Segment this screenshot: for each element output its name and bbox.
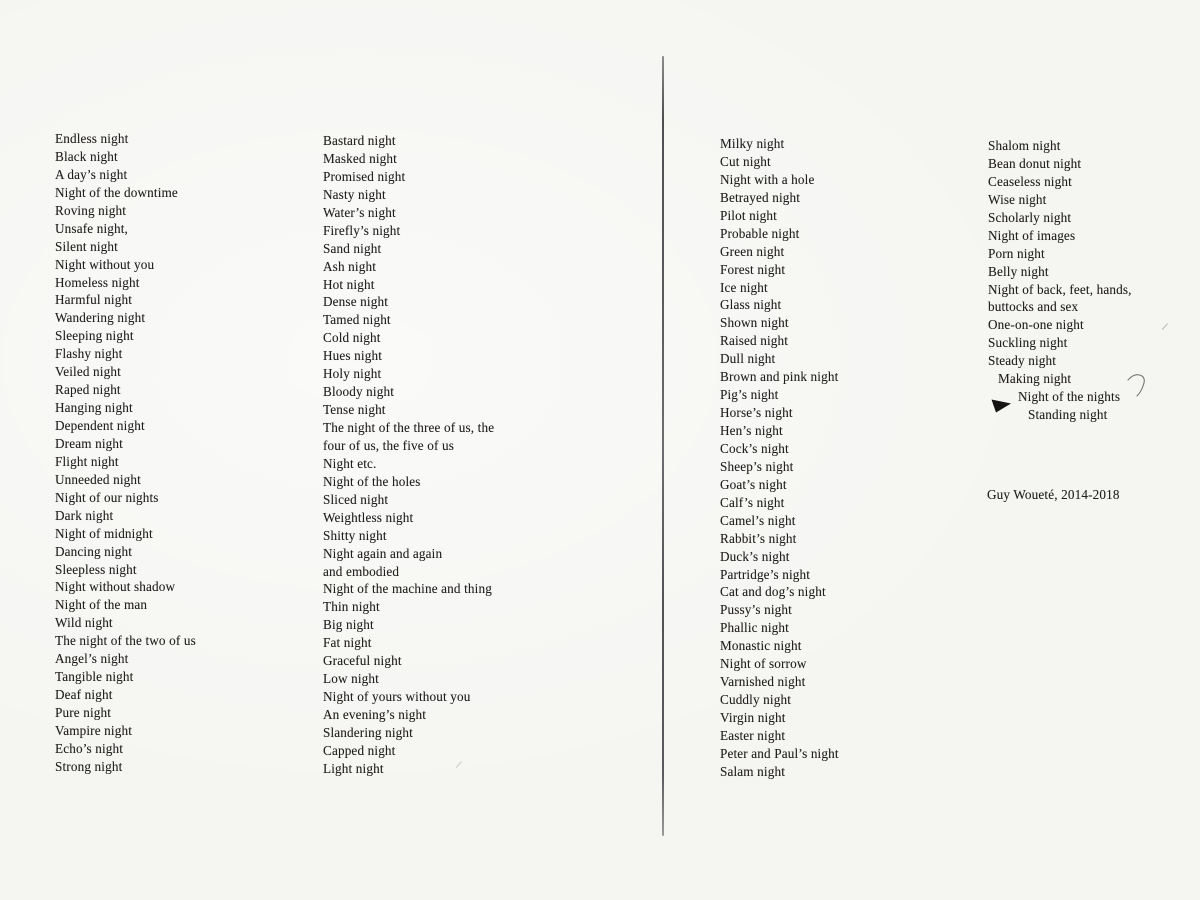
poem-line: Thin night — [323, 599, 380, 615]
poem-line: Dark night — [55, 507, 114, 523]
pen-squiggle-mark — [1126, 371, 1154, 401]
poem-line: buttocks and sex — [988, 299, 1079, 315]
poem-column-1 — [55, 130, 196, 776]
poem-line: The night of the two of us — [55, 633, 196, 649]
poem-line: Dancing night — [55, 543, 133, 559]
poem-line: Making night — [998, 371, 1072, 387]
poem-line: Forest night — [720, 261, 786, 277]
poem-line: Virgin night — [720, 710, 786, 725]
poem-line: Night of images — [988, 227, 1076, 243]
poem-line: Promised night — [323, 168, 406, 184]
poem-line: Sleepless night — [55, 561, 137, 577]
poem-line: Flight night — [55, 453, 119, 469]
poem-line: Pilot night — [720, 207, 777, 223]
poem-line: Night of the machine and thing — [323, 581, 492, 597]
poem-line: Night of the holes — [323, 473, 421, 489]
poem-line: Vampire night — [55, 722, 133, 738]
stray-pen-tick — [1162, 323, 1168, 330]
poem-line: Dependent night — [55, 418, 145, 433]
poem-line: Light night — [323, 760, 384, 776]
poem-line: The night of the three of us, the — [323, 420, 495, 435]
poem-line: Cat and dog’s night — [720, 584, 826, 600]
poem-line: Ash night — [323, 258, 377, 274]
poem-line: Holy night — [323, 366, 382, 382]
poem-line: Green night — [720, 243, 785, 259]
poem-line: Raped night — [55, 382, 121, 398]
poem-line: Veiled night — [55, 364, 121, 380]
poem-line: Homeless night — [55, 274, 140, 290]
hand-drawn-triangle-marker — [991, 397, 1013, 415]
poem-line: Hen’s night — [720, 423, 783, 438]
poem-line: Horse’s night — [720, 405, 793, 421]
poem-line: Unneeded night — [55, 471, 141, 487]
poem-line: Shown night — [720, 315, 789, 331]
poem-line: Bean donut night — [988, 155, 1082, 171]
poem-line: Shalom night — [988, 138, 1061, 153]
poem-line: Probable night — [720, 225, 800, 241]
poem-line: Hanging night — [55, 400, 133, 416]
poem-line: Sleeping night — [55, 328, 134, 344]
poem-line: Night without shadow — [55, 579, 176, 595]
poem-line: Monastic night — [720, 638, 802, 654]
poem-line: Night of midnight — [55, 525, 153, 541]
poem-line: and embodied — [323, 563, 400, 579]
poem-line: Night with a hole — [720, 171, 815, 187]
poem-line: A day’s night — [55, 166, 128, 182]
poem-line: Night of our nights — [55, 489, 159, 505]
poem-line: Capped night — [323, 742, 396, 758]
poem-line: Milky night — [720, 136, 785, 151]
page-gutter-divider-line — [662, 56, 664, 836]
poem-line: Night of the nights — [1018, 389, 1121, 405]
poem-line: Ice night — [720, 279, 768, 295]
poem-line: Dull night — [720, 351, 776, 367]
poem-line: Scholarly night — [988, 209, 1072, 225]
poem-line: Phallic night — [720, 620, 789, 636]
poem-line: Weightless night — [323, 509, 414, 525]
poem-line: Bloody night — [323, 384, 395, 400]
poem-line: Calf’s night — [720, 494, 785, 510]
poem-line: Steady night — [988, 353, 1057, 369]
poem-line: Wandering night — [55, 310, 146, 326]
poem-line: Sliced night — [323, 491, 389, 507]
poem-line: Night etc. — [323, 455, 377, 471]
poem-line: Slandering night — [323, 724, 413, 740]
poem-column-3 — [720, 135, 839, 781]
poem-line: Standing night — [1028, 407, 1108, 423]
poem-line: Water’s night — [323, 204, 396, 220]
poem-line: Harmful night — [55, 292, 133, 308]
poem-line: Deaf night — [55, 687, 113, 703]
poem-line: Ceaseless night — [988, 173, 1072, 189]
poem-column-4 — [988, 137, 1132, 424]
poem-line: Belly night — [988, 263, 1049, 279]
poem-line: Pig’s night — [720, 387, 779, 403]
poem-line: Dense night — [323, 294, 389, 310]
poem-line: Peter and Paul’s night — [720, 745, 839, 761]
poem-line: Cock’s night — [720, 440, 789, 456]
poem-line: Tense night — [323, 402, 386, 418]
poem-line: Black night — [55, 148, 118, 164]
poem-line: Cuddly night — [720, 692, 792, 708]
poem-line: Rabbit’s night — [720, 530, 797, 546]
poem-line: Hues night — [323, 348, 383, 364]
poem-line: Night of the downtime — [55, 184, 178, 200]
poem-line: Fat night — [323, 635, 372, 651]
poem-line: Cold night — [323, 330, 381, 346]
poem-line: Night of yours without you — [323, 689, 471, 705]
poem-line: One-on-one night — [988, 317, 1084, 333]
poem-line: Porn night — [988, 245, 1045, 261]
poem-line: Raised night — [720, 333, 789, 349]
poem-line: Glass night — [720, 297, 782, 313]
poem-line: Partridge’s night — [720, 566, 811, 582]
poem-line: Betrayed night — [720, 189, 801, 205]
poem-line: Night of back, feet, hands, — [988, 281, 1132, 297]
poem-line: Sand night — [323, 240, 382, 256]
poem-line: Silent night — [55, 238, 118, 254]
poem-line: Big night — [323, 617, 374, 633]
poem-column-2 — [323, 132, 494, 778]
poem-line: Masked night — [323, 150, 397, 166]
poem-line: Duck’s night — [720, 548, 790, 564]
poem-line: Dream night — [55, 435, 123, 451]
poem-line: Bastard night — [323, 133, 396, 148]
poem-line: Suckling night — [988, 335, 1068, 351]
poem-line: Firefly’s night — [323, 222, 401, 238]
poem-line: Wise night — [988, 191, 1047, 207]
poem-line: Graceful night — [323, 653, 402, 669]
poem-line: Hot night — [323, 276, 375, 292]
poem-line: Night of sorrow — [720, 656, 807, 672]
poem-line: Roving night — [55, 202, 127, 218]
poem-line: Unsafe night, — [55, 220, 129, 236]
poem-line: Pure night — [55, 705, 112, 720]
poem-line: Easter night — [720, 727, 786, 743]
poem-line: Tangible night — [55, 669, 134, 685]
poem-line: Night of the man — [55, 597, 148, 613]
artist-credit: Guy Woueté, 2014-2018 — [987, 487, 1120, 502]
poem-line: Tamed night — [323, 312, 391, 328]
poem-line: Strong night — [55, 758, 123, 774]
poem-line: Salam night — [720, 763, 786, 779]
poem-line: Pussy’s night — [720, 602, 792, 618]
poem-line: Wild night — [55, 615, 113, 631]
poem-line: Sheep’s night — [720, 458, 794, 474]
poem-line: Camel’s night — [720, 512, 796, 528]
poem-line: Night again and again — [323, 545, 443, 561]
poem-line: Night without you — [55, 256, 155, 272]
poem-line: Low night — [323, 671, 379, 687]
poem-line: Echo’s night — [55, 740, 124, 756]
poem-line: Brown and pink night — [720, 369, 839, 385]
poem-line: An evening’s night — [323, 707, 427, 722]
poem-line: Varnished night — [720, 674, 806, 690]
poem-line: Goat’s night — [720, 476, 787, 492]
poem-line: Flashy night — [55, 346, 123, 362]
poem-line: Cut night — [720, 153, 771, 169]
poem-line: Endless night — [55, 131, 129, 146]
poem-line: Shitty night — [323, 527, 387, 543]
poem-line: four of us, the five of us — [323, 437, 454, 453]
poem-line: Nasty night — [323, 186, 386, 202]
poem-line: Angel’s night — [55, 651, 129, 667]
